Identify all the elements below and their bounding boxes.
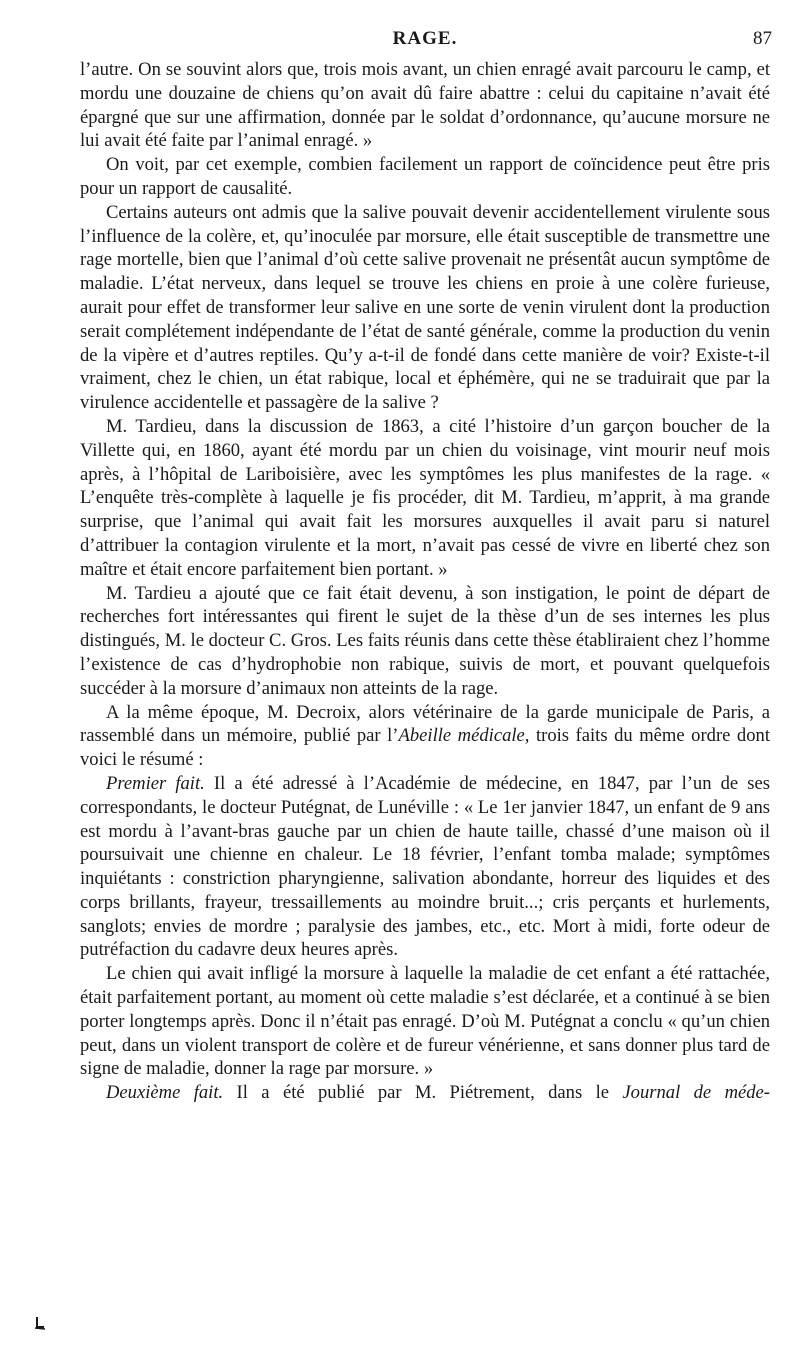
paragraph bbox=[80, 415, 770, 582]
journal-title: Abeille médicale, bbox=[398, 725, 530, 747]
paragraph-premier-fait bbox=[80, 772, 770, 962]
paragraph bbox=[80, 582, 770, 701]
paragraph-deuxieme-fait bbox=[80, 1081, 770, 1105]
paragraph-text-before: A la même époque, M. Decroix, alors vétérinaire de la garde municipale de Paris, a rassemblé dans un mémoire, publié par l’ bbox=[80, 701, 770, 747]
paragraph bbox=[80, 962, 770, 1081]
running-head bbox=[80, 22, 770, 52]
paragraph-text: Le chien qui avait infligé la morsure à laquelle la maladie de cet enfant a été rattachée, était parfaitement portant, au moment où cette maladie s’est déclarée, et a continué à se bien porter longtemps après. Donc il n’était pas enragé. D’où M. Putégnat a conclu « qu’un chien peut, dans un violent transport de colère et de fureur vénérienne, et sans donner plus tard de signe de maladie, donner la rage par morsure. » bbox=[80, 963, 770, 1080]
running-title: RAGE. bbox=[392, 28, 458, 49]
paragraph-text: Certains auteurs ont admis que la salive pouvait devenir accidentellement virulente sous l’influence de la colère, et, qu’inoculée par morsure, elle était susceptible de transmettre une rage mortelle, bien que l’animal d’où cette salive provenait ne présentât aucun symptôme de maladie. L’état nerveux, dans lequel se trouve les chiens en proie à une colère furieuse, aurait pour effet de transformer leur salive en une sorte de venin virulent dont la production serait complétement indépendante de l’état de santé générale, comme la production du venin de la vipère et d’autres reptiles. Qu’y a-t-il de fondé dans cette manière de voir? Existe-t-il vraiment, chez le chien, un état rabique, local et éphémère, qui ne se traduirait que par la virulence accidentelle et passagère de la salive ? bbox=[80, 201, 770, 414]
paragraph bbox=[80, 701, 770, 772]
case-label: Deuxième fait. bbox=[106, 1082, 224, 1104]
paragraph-text: l’autre. On se souvint alors que, trois mois avant, un chien enragé avait parcouru le camp, et mordu une douzaine de chiens qu’on avait dû faire abattre : celui du capitaine n’avait été épargné que sur une affirmation, donnée par le soldat d’ordonnance, qu’aucune morsure ne lui avait été faite par l’animal enragé. » bbox=[80, 59, 770, 152]
paragraph-text: M. Tardieu, dans la discussion de 1863, a cité l’histoire d’un garçon boucher de la Villette qui, en 1860, ayant été mordu par un chien du voisinage, vint mourir neuf mois après, à l’hôpital de Lariboisière, avec les symptômes les plus manifestes de la rage. « L’enquête très-complète à laquelle je fis procéder, dit M. Tardieu, m’apprit, à ma grande surprise, que l’animal qui avait fait les morsures auxquelles il avait paru si naturel d’attribuer la contagion virulente et la mort, n’avait pas cessé de vivre en liberté chez son maître et était encore parfaitement bien portant. » bbox=[80, 415, 770, 580]
paragraph-text: M. Tardieu a ajouté que ce fait était devenu, à son instigation, le point de départ de recherches fort intéressantes qui firent le sujet de la thèse d’un de ses internes les plus distingués, M. le docteur C. Gros. Les faits réunis dans cette thèse établiraient chez l’homme l’existence de cas d’hydrophobie non rabique, suivis de mort, et pouvant quelquefois succéder à la morsure d’animaux non atteints de la rage. bbox=[80, 582, 770, 699]
body-text bbox=[80, 58, 770, 1105]
book-page bbox=[80, 22, 770, 1105]
case-label: Premier fait. bbox=[106, 772, 205, 794]
paragraph-continuation bbox=[80, 58, 770, 153]
paragraph-text: On voit, par cet exemple, combien facilement un rapport de coïncidence peut être pris pour un rapport de causalité. bbox=[80, 154, 770, 199]
margin-mark-icon bbox=[34, 1316, 46, 1330]
paragraph bbox=[80, 201, 770, 415]
paragraph-text: Il a été publié par M. Piétrement, dans le bbox=[223, 1082, 623, 1104]
page-number: 87 bbox=[753, 28, 772, 49]
journal-title: Journal de méde- bbox=[622, 1082, 770, 1104]
paragraph-text: Il a été adressé à l’Académie de médecine, en 1847, par l’un de ses correspondants, le docteur Putégnat, de Lunéville : « Le 1er janvier 1847, un enfant de 9 ans est mordu à l’avant-bras gauche par un chien de haute taille, chassé d’une maison où il poursuivait une chienne en chaleur. Le 18 février, l’enfant tomba malade; symptômes inquiétants : constriction pharyngienne, salivation abondante, horreur des liquides et des corps brillants, frayeur, tressaillements au moindre bruit...; cris perçants et hurlements, sanglots; envies de mordre ; paralysie des jambes, etc., etc. Mort à midi, forte odeur de putréfaction du cadavre deux heures après. bbox=[80, 772, 770, 961]
paragraph bbox=[80, 153, 770, 201]
paragraph-text-after: trois faits du même ordre dont voici le résumé : bbox=[80, 725, 770, 771]
